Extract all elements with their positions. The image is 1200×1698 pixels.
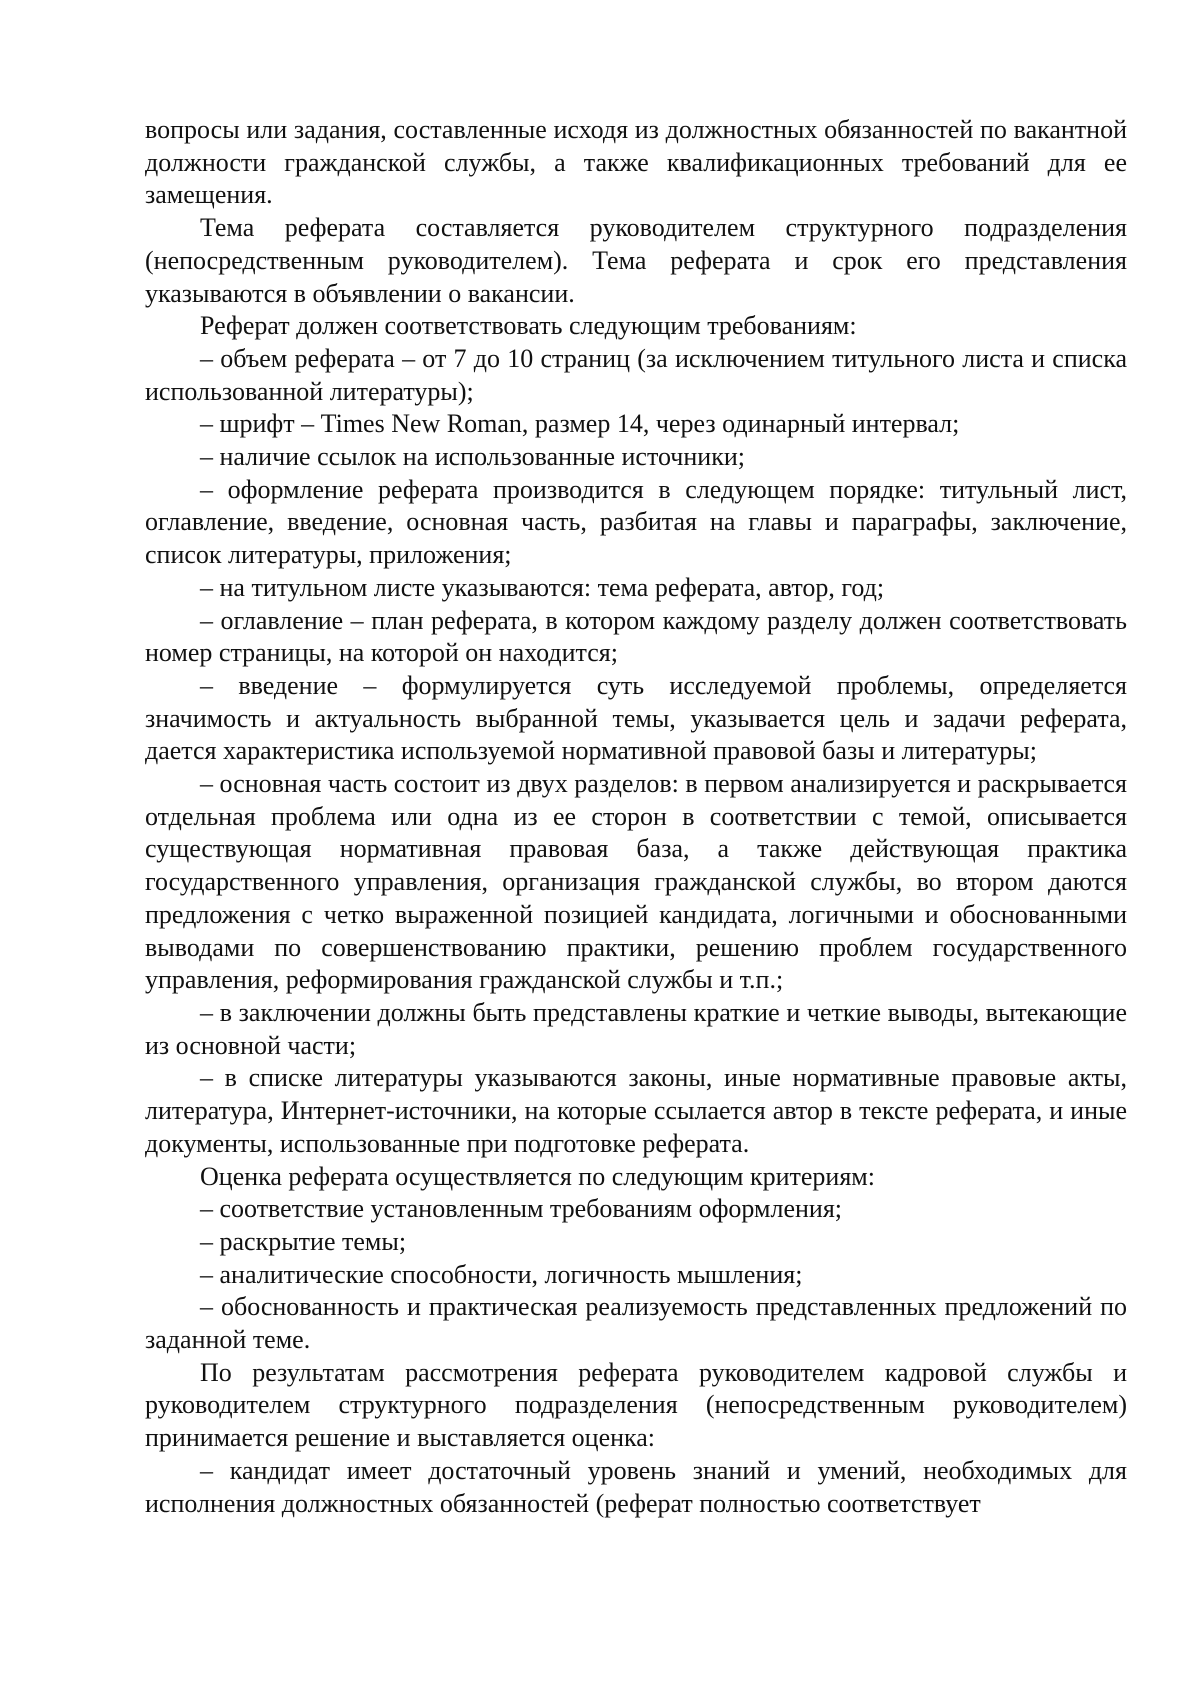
paragraph: Оценка реферата осуществляется по следующим критериям: — [200, 1161, 875, 1191]
list-item: – соответствие установленным требованиям оформления; — [200, 1194, 843, 1224]
list-item: – в списке литературы указываются законы, иные нормативные правовые акты, литература, Интернет-источники, на которые ссылается автор в тексте реферата, и иные документы, использованные при подготовке реферата. — [145, 1063, 1127, 1158]
paragraph: По результатам рассмотрения реферата руководителем кадровой службы и руководителем структурного подразделения (непосредственным руководителем) принимается решение и выставляется оценка: — [145, 1357, 1127, 1453]
list-item: – оглавление – план реферата, в котором каждому разделу должен соответствовать номер страницы, на которой он находится; — [145, 605, 1127, 668]
list-item: – в заключении должны быть представлены краткие и четкие выводы, вытекающие из основной части; — [145, 997, 1127, 1060]
list-item: – раскрытие темы; — [200, 1226, 407, 1256]
list-item: – кандидат имеет достаточный уровень знаний и умений, необходимых для исполнения должностных обязанностей (реферат полностью соответствует — [145, 1455, 1127, 1518]
list-item: – оформление реферата производится в следующем порядке: титульный лист, оглавление, введение, основная часть, разбитая на главы и параграфы, заключение, список литературы, приложения; — [145, 474, 1127, 570]
paragraph: Тема реферата составляется руководителем структурного подразделения (непосредственным руководителем). Тема реферата и срок его представления указываются в объявлении о вакансии. — [145, 213, 1127, 308]
paragraph: Реферат должен соответствовать следующим требованиям: — [200, 311, 857, 341]
list-item: – основная часть состоит из двух разделов: в первом анализируется и раскрывается отдельная проблема или одна из ее сторон в соответствии с темой, описывается существующая нормативная правовая база, а также действующая практика государственного управления, организация гражданской службы, во втором даются предложения с четко выраженной позицией кандидата, логичными и обоснованными выводами по совершенствованию практики, решению проблем государственного управления, реформирования гражданской службы и т.п.; — [145, 769, 1127, 995]
list-item: – обоснованность и практическая реализуемость представленных предложений по заданной теме. — [145, 1292, 1127, 1355]
list-item: – на титульном листе указываются: тема реферата, автор, год; — [200, 572, 885, 602]
list-item: – шрифт – Times New Roman, размер 14, через одинарный интервал; — [200, 409, 960, 439]
document-body — [145, 114, 1127, 1520]
list-item: – введение – формулируется суть исследуемой проблемы, определяется значимость и актуальность выбранной темы, указывается цель и задачи реферата, дается характеристика используемой нормативной правовой базы и литературы; — [145, 670, 1127, 766]
list-item: – объем реферата – от 7 до 10 страниц (за исключением титульного листа и списка использованной литературы); — [145, 343, 1127, 406]
paragraph: вопросы или задания, составленные исходя из должностных обязанностей по вакантной должности гражданской службы, а также квалификационных требований для ее замещения. — [145, 115, 1127, 210]
list-item: – аналитические способности, логичность мышления; — [200, 1259, 803, 1289]
list-item: – наличие ссылок на использованные источники; — [200, 442, 745, 472]
